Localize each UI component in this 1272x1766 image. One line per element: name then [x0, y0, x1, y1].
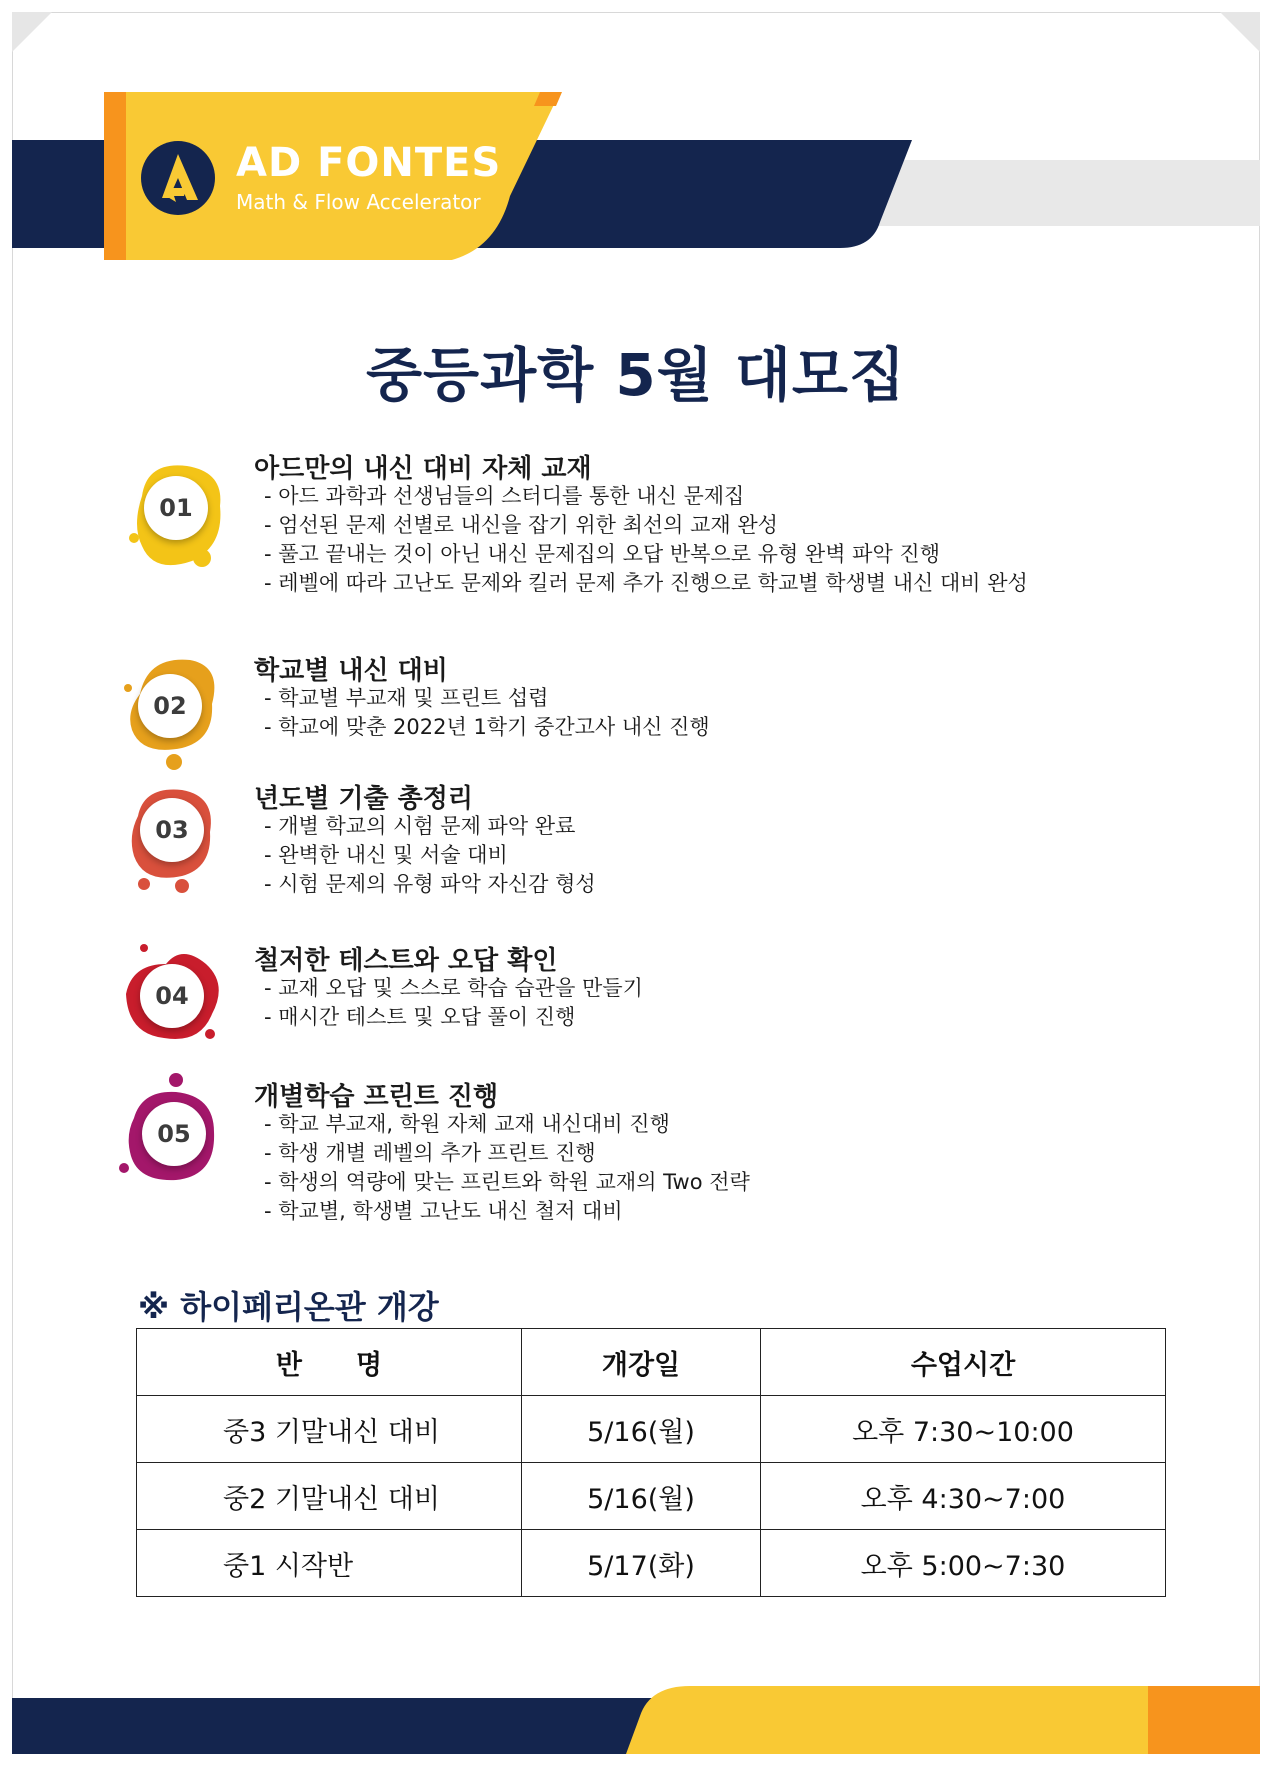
feature-item-list [264, 482, 1028, 598]
class-time-cell: 오후 4:30~7:00 [761, 1463, 1166, 1530]
footer-banner [0, 1656, 1272, 1766]
feature-item: - 아드 과학과 선생님들의 스터디를 통한 내신 문제집 [264, 482, 1028, 511]
feature-item: - 시험 문제의 유형 파악 자신감 형성 [264, 870, 596, 899]
start-date-cell: 5/16(월) [522, 1396, 761, 1463]
brand-name: AD FONTES [236, 140, 502, 186]
class-time-cell: 오후 5:00~7:30 [761, 1530, 1166, 1597]
header-banner [0, 0, 1272, 260]
feature-item: - 완벽한 내신 및 서술 대비 [264, 841, 596, 870]
feature-title: 철저한 테스트와 오답 확인 [254, 946, 558, 976]
feature-number-badge: 01 [144, 476, 208, 540]
feature-item-list [264, 1110, 750, 1226]
feature-number-badge: 02 [138, 674, 202, 738]
feature-item: - 교재 오답 및 스스로 학습 습관을 만들기 [264, 974, 643, 1003]
feature-item: - 학교별 부교재 및 프린트 섭렵 [264, 684, 710, 713]
feature-item: - 풀고 끝내는 것이 아닌 내신 문제집의 오답 반복으로 유형 완벽 파악 진행 [264, 540, 1028, 569]
feature-title: 년도별 기출 총정리 [254, 784, 474, 814]
feature-item-list [264, 684, 710, 742]
ad-fontes-logo-icon [140, 140, 216, 216]
class-name-cell: 중1 시작반 [137, 1530, 522, 1597]
feature-title: 개별학습 프린트 진행 [254, 1082, 499, 1112]
column-header-start-date: 개강일 [522, 1329, 761, 1396]
feature-item: - 엄선된 문제 선별로 내신을 잡기 위한 최선의 교재 완성 [264, 511, 1028, 540]
brand-tagline: Math & Flow Accelerator [236, 190, 481, 214]
table-row [137, 1396, 1166, 1463]
column-header-class: 반 명 [137, 1329, 522, 1396]
start-date-cell: 5/17(화) [522, 1530, 761, 1597]
start-date-cell: 5/16(월) [522, 1463, 761, 1530]
feature-item: - 레벨에 따라 고난도 문제와 킬러 문제 추가 진행으로 학교별 학생별 내신 대비 완성 [264, 569, 1028, 598]
feature-number-badge: 04 [140, 964, 204, 1028]
feature-item-list [264, 812, 596, 899]
feature-item: - 학생 개별 레벨의 추가 프린트 진행 [264, 1139, 750, 1168]
feature-item: - 학교에 맞춘 2022년 1학기 중간고사 내신 진행 [264, 713, 710, 742]
table-header-row [137, 1329, 1166, 1396]
feature-number-badge: 03 [140, 798, 204, 862]
feature-number-badge: 05 [142, 1102, 206, 1166]
feature-item-list [264, 974, 643, 1032]
feature-item: - 학교 부교재, 학원 자체 교재 내신대비 진행 [264, 1110, 750, 1139]
class-time-cell: 오후 7:30~10:00 [761, 1396, 1166, 1463]
table-row [137, 1463, 1166, 1530]
feature-item: - 매시간 테스트 및 오답 풀이 진행 [264, 1003, 643, 1032]
schedule-heading: ※ 하이페리온관 개강 [138, 1288, 439, 1326]
schedule-table [136, 1328, 1166, 1597]
column-header-class-time: 수업시간 [761, 1329, 1166, 1396]
class-name-cell: 중3 기말내신 대비 [137, 1396, 522, 1463]
table-row [137, 1530, 1166, 1597]
page-title: 중등과학 5월 대모집 [366, 341, 906, 409]
feature-title: 아드만의 내신 대비 자체 교재 [254, 454, 592, 484]
feature-title: 학교별 내신 대비 [254, 656, 448, 686]
class-name-cell: 중2 기말내신 대비 [137, 1463, 522, 1530]
feature-item: - 개별 학교의 시험 문제 파악 완료 [264, 812, 596, 841]
feature-item: - 학생의 역량에 맞는 프린트와 학원 교재의 Two 전략 [264, 1168, 750, 1197]
feature-item: - 학교별, 학생별 고난도 내신 철저 대비 [264, 1197, 750, 1226]
